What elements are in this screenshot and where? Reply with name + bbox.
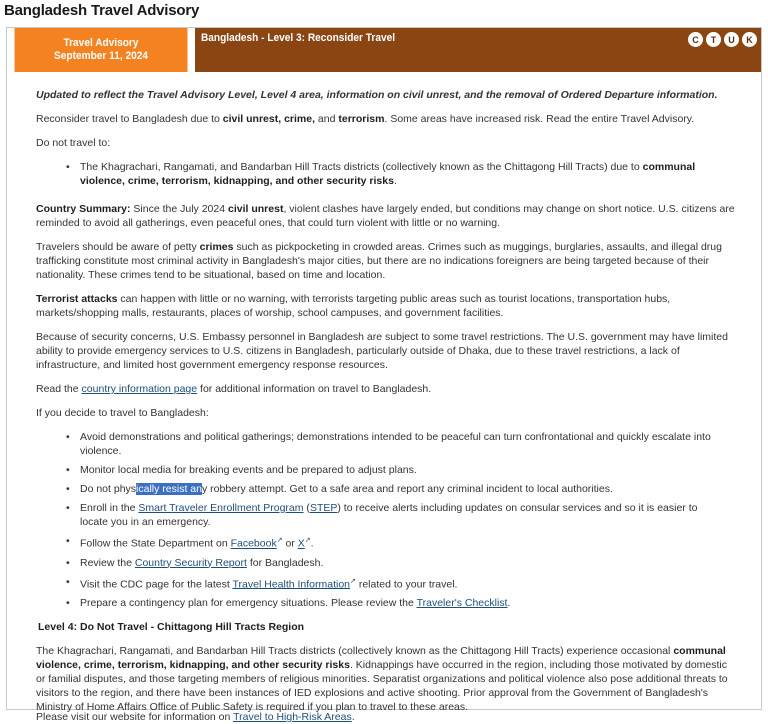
external-link-icon: ↗ — [276, 537, 283, 544]
advisory-date-panel — [15, 28, 188, 72]
intro-note: Updated to reflect the Travel Advisory Level, Level 4 area, information on civil unrest, and the removal of Ordered Departure information. — [36, 89, 718, 101]
page-title: Bangladesh Travel Advisory — [4, 2, 200, 19]
list-item: • Do not physically resist any robbery attempt. Get to a safe area and report any criminal incident to local authorities. — [66, 482, 726, 496]
advisory-level-title: Bangladesh - Level 3: Reconsider Travel — [201, 32, 396, 44]
advisory-label: Travel Advisory — [63, 37, 139, 49]
external-link-icon: ↗ — [304, 537, 311, 544]
step-program-link[interactable]: Smart Traveler Enrollment Program — [138, 502, 304, 514]
country-security-report-link[interactable]: Country Security Report — [134, 556, 247, 569]
selected-text[interactable]: ically resist an — [136, 483, 202, 495]
facebook-link[interactable]: Facebook — [230, 537, 277, 550]
advisory-header — [7, 28, 761, 72]
civil-unrest-indicator-icon[interactable]: C — [688, 32, 703, 47]
list-item: • Follow the State Department on Facebook↗ or X↗. — [66, 534, 726, 551]
list-item: • The Khagrachari, Rangamati, and Bandarban Hill Tracts districts (collectively known as the Chittagong Hill Tracts) due to communal violence, crime, terrorism, kidnapping, and other security risks. — [66, 160, 726, 188]
read-more-paragraph: Read the country information page for additional information on travel to Bangladesh. — [36, 383, 432, 395]
list-item: • Visit the CDC page for the latest Travel Health Information↗ related to your travel. — [66, 575, 726, 592]
travelers-checklist-link[interactable]: Traveler's Checklist — [416, 597, 508, 609]
terrorism-indicator-icon[interactable]: T — [706, 32, 721, 47]
summary-paragraph: Reconsider travel to Bangladesh due to civil unrest, crime, and terrorism. Some areas have increased risk. Read the entire Travel Advisory. — [36, 113, 695, 125]
advisory-box — [6, 27, 762, 723]
advisory-level-panel — [195, 28, 761, 72]
terrorism-paragraph: Terrorist attacks can happen with little or no warning, with terrorists targeting public areas such as tourist locations, transportation hubs, markets/shopping malls, restaurants, places of worship, school campuses, and government facilities. — [36, 293, 671, 319]
high-risk-areas-link[interactable]: Travel to High-Risk Areas — [233, 711, 352, 723]
if-you-decide-label: If you decide to travel to Bangladesh: — [36, 407, 209, 419]
high-risk-paragraph: Please visit our website for information on Travel to High-Risk Areas. — [36, 711, 355, 723]
kidnapping-indicator-icon[interactable]: K — [742, 32, 757, 47]
x-link[interactable]: X — [297, 537, 305, 550]
list-item: • Prepare a contingency plan for emergency situations. Please review the Traveler's Checklist. — [66, 596, 726, 610]
security-paragraph: Because of security concerns, U.S. Embassy personnel in Bangladesh are subject to some travel restrictions. The U.S. government may have limited ability to provide emergency services to U.S. citizens in Bangladesh, particularly outside of Dhaka, due to these travel restrictions, a lack of infrastructure, and limited host government emergency response resources. — [36, 331, 728, 371]
do-not-travel-label: Do not travel to: — [36, 137, 111, 149]
travel-tips-list — [66, 430, 726, 610]
travel-health-link[interactable]: Travel Health Information — [232, 578, 351, 590]
advisory-date: September 11, 2024 — [54, 50, 148, 62]
risk-indicator-icons — [688, 32, 757, 47]
list-item: • Enroll in the Smart Traveler Enrollment Program (STEP) to receive alerts including updates on consular services and so it is easier to locate you in an emergency. — [66, 501, 726, 529]
crime-paragraph: Travelers should be aware of petty crimes such as pickpocketing in crowded areas. Crimes such as muggings, burglaries, assaults, and illegal drug trafficking constitute most criminal activity in Bangladesh's major cities, but there are no indications foreigners are being targeted because of their nationality. These crimes tend to be situational, based on time and location. — [36, 241, 722, 281]
level4-paragraph: The Khagrachari, Rangamati, and Bandarban Hill Tracts districts (collectively known as the Chittagong Hill Tracts) experience occasional communal violence, crime, terrorism, kidnapping, and other security risks. Kidnappings have occurred in the region, including those motivated by domestic or familial disputes, and those targeting members of religious minorities. Separatist organizations and political violence also pose additional threats to visitors to the region, and there have been instances of IED explosions and active shooting. Prior approval from the Government of Bangladesh's Ministry of Home Affairs Office of Public Safety is required if you plan to travel to these areas. — [36, 645, 728, 713]
list-item: • Review the Country Security Report for Bangladesh. — [66, 556, 726, 570]
list-item: • Monitor local media for breaking events and be prepared to adjust plans. — [66, 463, 726, 477]
external-link-icon: ↗ — [350, 577, 356, 585]
level4-heading: Level 4: Do Not Travel - Chittagong Hill Tracts Region — [38, 621, 305, 633]
do-not-travel-list — [66, 160, 726, 188]
country-summary-paragraph: Country Summary: Since the July 2024 civil unrest, violent clashes have largely ended, but conditions may change on short notice. U.S. citizens are reminded to avoid all gatherings, even peaceful ones, that could turn violent with little or no warning. — [36, 203, 735, 229]
list-item: • Avoid demonstrations and political gatherings; demonstrations intended to be peaceful can turn confrontational and quickly escalate into violence. — [66, 430, 726, 458]
country-information-link[interactable]: country information page — [81, 383, 198, 395]
step-link[interactable]: STEP — [309, 502, 338, 514]
unrest-indicator-icon[interactable]: U — [724, 32, 739, 47]
